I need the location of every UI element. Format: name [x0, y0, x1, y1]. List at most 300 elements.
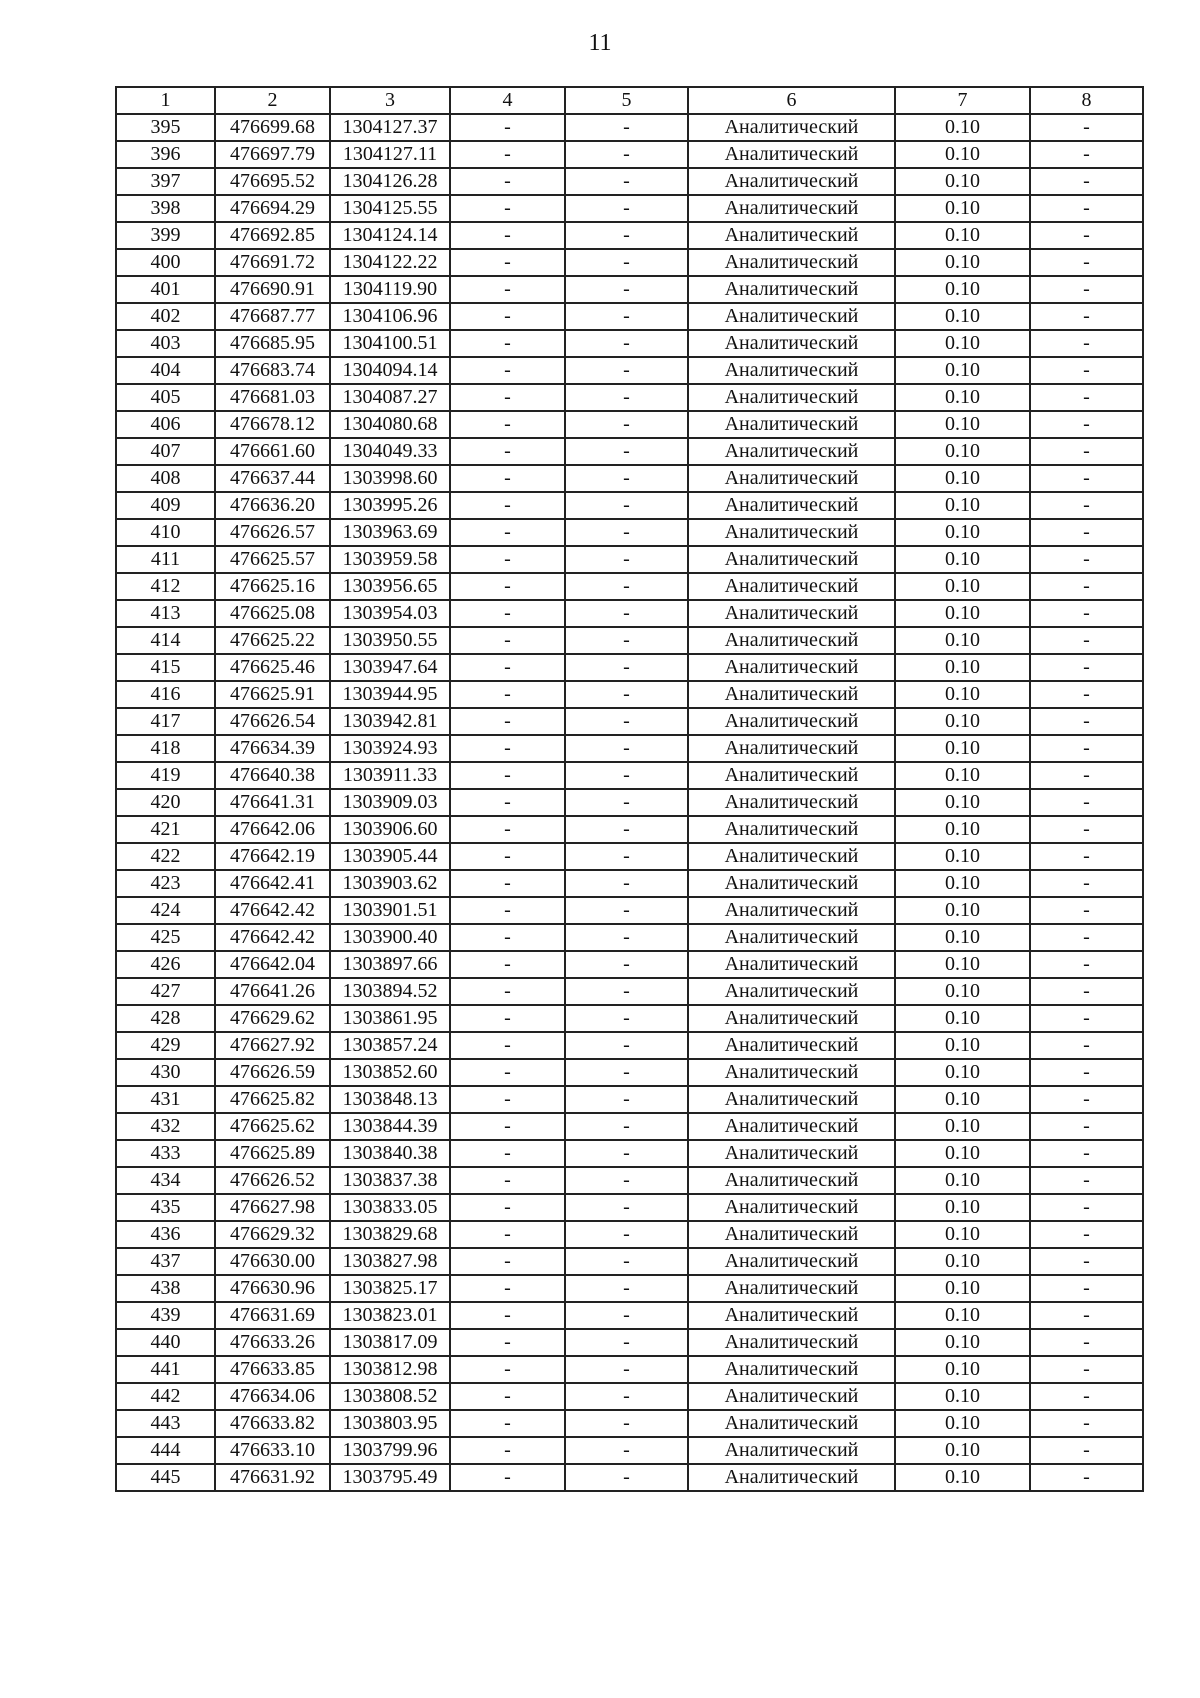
cell-col-4: - — [450, 681, 565, 708]
cell-col-4: - — [450, 897, 565, 924]
cell-accuracy: 0.10 — [895, 1356, 1030, 1383]
cell-x-coordinate: 476625.08 — [215, 600, 330, 627]
cell-col-8: - — [1030, 762, 1143, 789]
cell-col-5: - — [565, 843, 688, 870]
table-row — [116, 384, 1143, 411]
cell-col-4: - — [450, 168, 565, 195]
cell-col-8: - — [1030, 978, 1143, 1005]
cell-accuracy: 0.10 — [895, 735, 1030, 762]
cell-col-5: - — [565, 600, 688, 627]
cell-y-coordinate: 1303901.51 — [330, 897, 450, 924]
cell-accuracy: 0.10 — [895, 1113, 1030, 1140]
cell-y-coordinate: 1303956.65 — [330, 573, 450, 600]
cell-y-coordinate: 1303909.03 — [330, 789, 450, 816]
cell-accuracy: 0.10 — [895, 1410, 1030, 1437]
cell-col-4: - — [450, 1248, 565, 1275]
table-row — [116, 924, 1143, 951]
cell-col-8: - — [1030, 1275, 1143, 1302]
cell-y-coordinate: 1303861.95 — [330, 1005, 450, 1032]
cell-y-coordinate: 1304122.22 — [330, 249, 450, 276]
cell-point-number: 397 — [116, 168, 215, 195]
cell-col-4: - — [450, 1302, 565, 1329]
table-row — [116, 330, 1143, 357]
cell-y-coordinate: 1303857.24 — [330, 1032, 450, 1059]
cell-col-8: - — [1030, 1140, 1143, 1167]
cell-y-coordinate: 1304127.11 — [330, 141, 450, 168]
cell-accuracy: 0.10 — [895, 303, 1030, 330]
cell-y-coordinate: 1303995.26 — [330, 492, 450, 519]
cell-method: Аналитический — [688, 735, 895, 762]
cell-col-8: - — [1030, 816, 1143, 843]
cell-method: Аналитический — [688, 1113, 895, 1140]
cell-col-8: - — [1030, 222, 1143, 249]
cell-col-5: - — [565, 114, 688, 141]
cell-x-coordinate: 476681.03 — [215, 384, 330, 411]
cell-method: Аналитический — [688, 1464, 895, 1491]
table-row — [116, 600, 1143, 627]
column-header-2: 2 — [215, 87, 330, 114]
cell-accuracy: 0.10 — [895, 978, 1030, 1005]
cell-col-4: - — [450, 573, 565, 600]
table-row — [116, 1437, 1143, 1464]
table-row — [116, 114, 1143, 141]
cell-point-number: 445 — [116, 1464, 215, 1491]
cell-col-8: - — [1030, 1248, 1143, 1275]
cell-x-coordinate: 476629.62 — [215, 1005, 330, 1032]
cell-point-number: 421 — [116, 816, 215, 843]
cell-col-4: - — [450, 330, 565, 357]
cell-x-coordinate: 476634.39 — [215, 735, 330, 762]
cell-col-5: - — [565, 384, 688, 411]
cell-col-8: - — [1030, 789, 1143, 816]
table-row — [116, 303, 1143, 330]
cell-col-8: - — [1030, 303, 1143, 330]
cell-col-5: - — [565, 1275, 688, 1302]
cell-accuracy: 0.10 — [895, 1275, 1030, 1302]
cell-accuracy: 0.10 — [895, 492, 1030, 519]
cell-col-4: - — [450, 1140, 565, 1167]
cell-y-coordinate: 1303954.03 — [330, 600, 450, 627]
cell-method: Аналитический — [688, 492, 895, 519]
cell-col-8: - — [1030, 1383, 1143, 1410]
cell-method: Аналитический — [688, 1383, 895, 1410]
cell-col-4: - — [450, 411, 565, 438]
cell-col-4: - — [450, 1437, 565, 1464]
cell-point-number: 431 — [116, 1086, 215, 1113]
cell-y-coordinate: 1303947.64 — [330, 654, 450, 681]
table-row — [116, 762, 1143, 789]
cell-col-5: - — [565, 1005, 688, 1032]
cell-col-8: - — [1030, 1221, 1143, 1248]
cell-y-coordinate: 1303942.81 — [330, 708, 450, 735]
table-row — [116, 519, 1143, 546]
cell-col-4: - — [450, 600, 565, 627]
cell-col-4: - — [450, 627, 565, 654]
cell-y-coordinate: 1304094.14 — [330, 357, 450, 384]
cell-point-number: 419 — [116, 762, 215, 789]
cell-col-5: - — [565, 762, 688, 789]
table-row — [116, 141, 1143, 168]
cell-method: Аналитический — [688, 546, 895, 573]
table-row — [116, 1410, 1143, 1437]
cell-method: Аналитический — [688, 1059, 895, 1086]
cell-x-coordinate: 476642.19 — [215, 843, 330, 870]
cell-method: Аналитический — [688, 1005, 895, 1032]
cell-method: Аналитический — [688, 1248, 895, 1275]
table-row — [116, 1275, 1143, 1302]
cell-x-coordinate: 476629.32 — [215, 1221, 330, 1248]
cell-y-coordinate: 1303840.38 — [330, 1140, 450, 1167]
cell-y-coordinate: 1303963.69 — [330, 519, 450, 546]
cell-x-coordinate: 476631.92 — [215, 1464, 330, 1491]
table-row — [116, 546, 1143, 573]
table-row — [116, 627, 1143, 654]
cell-accuracy: 0.10 — [895, 1140, 1030, 1167]
cell-point-number: 444 — [116, 1437, 215, 1464]
cell-col-4: - — [450, 114, 565, 141]
cell-col-4: - — [450, 519, 565, 546]
cell-accuracy: 0.10 — [895, 897, 1030, 924]
cell-accuracy: 0.10 — [895, 681, 1030, 708]
cell-x-coordinate: 476641.26 — [215, 978, 330, 1005]
cell-point-number: 400 — [116, 249, 215, 276]
cell-col-8: - — [1030, 465, 1143, 492]
table-row — [116, 1194, 1143, 1221]
cell-col-8: - — [1030, 168, 1143, 195]
cell-x-coordinate: 476625.91 — [215, 681, 330, 708]
cell-point-number: 406 — [116, 411, 215, 438]
cell-col-4: - — [450, 843, 565, 870]
cell-x-coordinate: 476625.46 — [215, 654, 330, 681]
cell-accuracy: 0.10 — [895, 762, 1030, 789]
table-row — [116, 951, 1143, 978]
table-row — [116, 1248, 1143, 1275]
cell-accuracy: 0.10 — [895, 195, 1030, 222]
cell-method: Аналитический — [688, 681, 895, 708]
cell-col-4: - — [450, 276, 565, 303]
cell-y-coordinate: 1303950.55 — [330, 627, 450, 654]
cell-method: Аналитический — [688, 1329, 895, 1356]
cell-y-coordinate: 1303905.44 — [330, 843, 450, 870]
cell-point-number: 429 — [116, 1032, 215, 1059]
cell-accuracy: 0.10 — [895, 1383, 1030, 1410]
table-row — [116, 897, 1143, 924]
cell-col-8: - — [1030, 600, 1143, 627]
cell-accuracy: 0.10 — [895, 600, 1030, 627]
cell-col-4: - — [450, 1032, 565, 1059]
cell-method: Аналитический — [688, 1275, 895, 1302]
cell-x-coordinate: 476625.16 — [215, 573, 330, 600]
cell-accuracy: 0.10 — [895, 816, 1030, 843]
page-number: 11 — [588, 30, 612, 56]
cell-col-5: - — [565, 141, 688, 168]
cell-col-4: - — [450, 789, 565, 816]
cell-col-8: - — [1030, 249, 1143, 276]
cell-x-coordinate: 476685.95 — [215, 330, 330, 357]
cell-col-4: - — [450, 1059, 565, 1086]
cell-y-coordinate: 1303837.38 — [330, 1167, 450, 1194]
cell-x-coordinate: 476683.74 — [215, 357, 330, 384]
cell-y-coordinate: 1303823.01 — [330, 1302, 450, 1329]
cell-col-4: - — [450, 1464, 565, 1491]
table-row — [116, 708, 1143, 735]
cell-y-coordinate: 1303803.95 — [330, 1410, 450, 1437]
table-header — [116, 87, 1143, 114]
cell-col-4: - — [450, 951, 565, 978]
cell-col-4: - — [450, 1329, 565, 1356]
cell-col-5: - — [565, 1086, 688, 1113]
cell-method: Аналитический — [688, 1437, 895, 1464]
cell-accuracy: 0.10 — [895, 438, 1030, 465]
cell-x-coordinate: 476692.85 — [215, 222, 330, 249]
cell-x-coordinate: 476642.04 — [215, 951, 330, 978]
cell-method: Аналитический — [688, 1410, 895, 1437]
cell-col-5: - — [565, 195, 688, 222]
cell-point-number: 405 — [116, 384, 215, 411]
cell-accuracy: 0.10 — [895, 1059, 1030, 1086]
cell-point-number: 414 — [116, 627, 215, 654]
cell-y-coordinate: 1303959.58 — [330, 546, 450, 573]
cell-y-coordinate: 1303812.98 — [330, 1356, 450, 1383]
cell-accuracy: 0.10 — [895, 114, 1030, 141]
cell-y-coordinate: 1303998.60 — [330, 465, 450, 492]
cell-method: Аналитический — [688, 762, 895, 789]
cell-col-5: - — [565, 222, 688, 249]
table-row — [116, 681, 1143, 708]
cell-col-4: - — [450, 735, 565, 762]
cell-method: Аналитический — [688, 141, 895, 168]
cell-method: Аналитический — [688, 357, 895, 384]
cell-col-5: - — [565, 303, 688, 330]
table-row — [116, 438, 1143, 465]
cell-method: Аналитический — [688, 1221, 895, 1248]
cell-accuracy: 0.10 — [895, 708, 1030, 735]
cell-x-coordinate: 476626.54 — [215, 708, 330, 735]
cell-y-coordinate: 1303944.95 — [330, 681, 450, 708]
cell-accuracy: 0.10 — [895, 654, 1030, 681]
cell-accuracy: 0.10 — [895, 546, 1030, 573]
cell-point-number: 424 — [116, 897, 215, 924]
header-row — [116, 87, 1143, 114]
cell-x-coordinate: 476630.96 — [215, 1275, 330, 1302]
cell-x-coordinate: 476625.82 — [215, 1086, 330, 1113]
cell-accuracy: 0.10 — [895, 222, 1030, 249]
table-row — [116, 573, 1143, 600]
table-row — [116, 168, 1143, 195]
cell-col-5: - — [565, 1302, 688, 1329]
cell-col-8: - — [1030, 573, 1143, 600]
cell-x-coordinate: 476642.42 — [215, 897, 330, 924]
cell-method: Аналитический — [688, 654, 895, 681]
column-header-3: 3 — [330, 87, 450, 114]
table-body — [116, 114, 1143, 1491]
cell-point-number: 430 — [116, 1059, 215, 1086]
cell-accuracy: 0.10 — [895, 1086, 1030, 1113]
cell-col-8: - — [1030, 1194, 1143, 1221]
cell-x-coordinate: 476625.22 — [215, 627, 330, 654]
cell-point-number: 399 — [116, 222, 215, 249]
cell-point-number: 415 — [116, 654, 215, 681]
cell-x-coordinate: 476633.26 — [215, 1329, 330, 1356]
cell-col-4: - — [450, 1113, 565, 1140]
cell-col-5: - — [565, 681, 688, 708]
cell-col-8: - — [1030, 330, 1143, 357]
cell-method: Аналитический — [688, 978, 895, 1005]
cell-y-coordinate: 1304119.90 — [330, 276, 450, 303]
cell-col-8: - — [1030, 1005, 1143, 1032]
cell-x-coordinate: 476699.68 — [215, 114, 330, 141]
cell-col-4: - — [450, 1194, 565, 1221]
cell-col-4: - — [450, 1383, 565, 1410]
cell-accuracy: 0.10 — [895, 1221, 1030, 1248]
table-row — [116, 1167, 1143, 1194]
column-header-6: 6 — [688, 87, 895, 114]
cell-accuracy: 0.10 — [895, 1194, 1030, 1221]
cell-point-number: 440 — [116, 1329, 215, 1356]
cell-y-coordinate: 1304080.68 — [330, 411, 450, 438]
cell-x-coordinate: 476642.42 — [215, 924, 330, 951]
table-row — [116, 978, 1143, 1005]
cell-accuracy: 0.10 — [895, 1248, 1030, 1275]
cell-point-number: 426 — [116, 951, 215, 978]
cell-col-5: - — [565, 1464, 688, 1491]
cell-col-4: - — [450, 195, 565, 222]
cell-point-number: 425 — [116, 924, 215, 951]
table-row — [116, 1356, 1143, 1383]
cell-col-5: - — [565, 735, 688, 762]
cell-point-number: 438 — [116, 1275, 215, 1302]
cell-col-4: - — [450, 924, 565, 951]
cell-y-coordinate: 1303906.60 — [330, 816, 450, 843]
cell-method: Аналитический — [688, 1032, 895, 1059]
cell-col-8: - — [1030, 492, 1143, 519]
cell-y-coordinate: 1303825.17 — [330, 1275, 450, 1302]
cell-x-coordinate: 476634.06 — [215, 1383, 330, 1410]
cell-col-8: - — [1030, 195, 1143, 222]
cell-point-number: 416 — [116, 681, 215, 708]
cell-accuracy: 0.10 — [895, 519, 1030, 546]
cell-col-5: - — [565, 1248, 688, 1275]
cell-col-8: - — [1030, 384, 1143, 411]
cell-method: Аналитический — [688, 897, 895, 924]
cell-col-8: - — [1030, 897, 1143, 924]
cell-accuracy: 0.10 — [895, 168, 1030, 195]
cell-col-4: - — [450, 492, 565, 519]
cell-point-number: 410 — [116, 519, 215, 546]
cell-point-number: 439 — [116, 1302, 215, 1329]
cell-x-coordinate: 476687.77 — [215, 303, 330, 330]
cell-y-coordinate: 1303911.33 — [330, 762, 450, 789]
cell-accuracy: 0.10 — [895, 1437, 1030, 1464]
cell-accuracy: 0.10 — [895, 924, 1030, 951]
cell-point-number: 437 — [116, 1248, 215, 1275]
cell-accuracy: 0.10 — [895, 951, 1030, 978]
cell-point-number: 413 — [116, 600, 215, 627]
cell-x-coordinate: 476633.10 — [215, 1437, 330, 1464]
table-row — [116, 195, 1143, 222]
cell-point-number: 427 — [116, 978, 215, 1005]
cell-point-number: 434 — [116, 1167, 215, 1194]
cell-point-number: 395 — [116, 114, 215, 141]
cell-accuracy: 0.10 — [895, 1464, 1030, 1491]
cell-col-5: - — [565, 276, 688, 303]
cell-point-number: 433 — [116, 1140, 215, 1167]
cell-x-coordinate: 476661.60 — [215, 438, 330, 465]
cell-accuracy: 0.10 — [895, 249, 1030, 276]
table-row — [116, 870, 1143, 897]
cell-col-4: - — [450, 1005, 565, 1032]
cell-y-coordinate: 1304126.28 — [330, 168, 450, 195]
cell-method: Аналитический — [688, 411, 895, 438]
cell-method: Аналитический — [688, 438, 895, 465]
cell-point-number: 417 — [116, 708, 215, 735]
cell-method: Аналитический — [688, 1302, 895, 1329]
cell-y-coordinate: 1304127.37 — [330, 114, 450, 141]
cell-point-number: 408 — [116, 465, 215, 492]
cell-col-8: - — [1030, 276, 1143, 303]
cell-x-coordinate: 476641.31 — [215, 789, 330, 816]
table-row — [116, 1383, 1143, 1410]
column-header-8: 8 — [1030, 87, 1143, 114]
cell-accuracy: 0.10 — [895, 465, 1030, 492]
cell-col-8: - — [1030, 1086, 1143, 1113]
cell-point-number: 404 — [116, 357, 215, 384]
cell-col-8: - — [1030, 1329, 1143, 1356]
cell-method: Аналитический — [688, 249, 895, 276]
cell-col-8: - — [1030, 1032, 1143, 1059]
cell-x-coordinate: 476626.57 — [215, 519, 330, 546]
cell-point-number: 412 — [116, 573, 215, 600]
cell-x-coordinate: 476625.57 — [215, 546, 330, 573]
cell-x-coordinate: 476626.52 — [215, 1167, 330, 1194]
cell-col-5: - — [565, 546, 688, 573]
cell-col-8: - — [1030, 1464, 1143, 1491]
cell-col-5: - — [565, 1140, 688, 1167]
cell-col-8: - — [1030, 1302, 1143, 1329]
cell-col-8: - — [1030, 1167, 1143, 1194]
cell-col-5: - — [565, 708, 688, 735]
cell-col-8: - — [1030, 357, 1143, 384]
cell-point-number: 411 — [116, 546, 215, 573]
cell-col-5: - — [565, 168, 688, 195]
cell-method: Аналитический — [688, 168, 895, 195]
cell-col-4: - — [450, 438, 565, 465]
cell-col-5: - — [565, 1329, 688, 1356]
cell-col-8: - — [1030, 546, 1143, 573]
cell-col-8: - — [1030, 924, 1143, 951]
cell-col-8: - — [1030, 870, 1143, 897]
cell-col-5: - — [565, 1113, 688, 1140]
cell-x-coordinate: 476636.20 — [215, 492, 330, 519]
table-row — [116, 249, 1143, 276]
table-row — [116, 276, 1143, 303]
cell-col-5: - — [565, 1194, 688, 1221]
table-row — [116, 1140, 1143, 1167]
cell-col-5: - — [565, 438, 688, 465]
cell-accuracy: 0.10 — [895, 789, 1030, 816]
cell-col-4: - — [450, 870, 565, 897]
table-row — [116, 1032, 1143, 1059]
cell-y-coordinate: 1304100.51 — [330, 330, 450, 357]
cell-method: Аналитический — [688, 924, 895, 951]
cell-point-number: 420 — [116, 789, 215, 816]
coordinates-table — [115, 86, 1144, 1492]
cell-accuracy: 0.10 — [895, 276, 1030, 303]
cell-point-number: 428 — [116, 1005, 215, 1032]
cell-col-8: - — [1030, 951, 1143, 978]
cell-accuracy: 0.10 — [895, 1005, 1030, 1032]
table-row — [116, 1464, 1143, 1491]
